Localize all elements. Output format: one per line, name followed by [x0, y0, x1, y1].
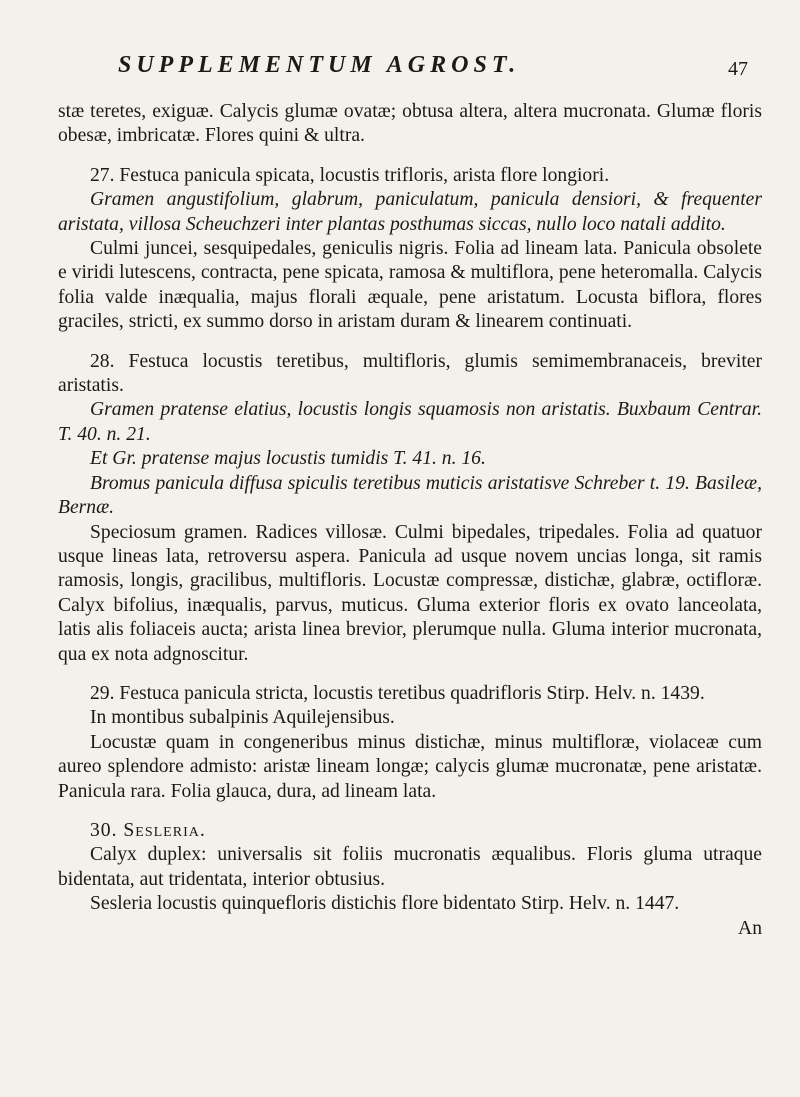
species-heading-sesleria: Sesleria locustis quinquefloris distichis flore bidentato Stirp. Helv. n. 1447. — [90, 893, 680, 915]
synonym: Gramen pratense elatius, locustis longis squamosis non aristatis. Buxbaum Centrar. T. 40. n. 21. — [58, 399, 762, 445]
species-heading-27: 27. Festuca panicula spicata, locustis trifloris, arista flore longiori. — [90, 164, 610, 186]
running-title: SUPPLEMENTUM AGROST. — [118, 52, 521, 78]
synonym: Bromus panicula diffusa spiculis teretibus muticis aristatisve Schreber t. 19. Basileæ, Bernæ. — [58, 472, 762, 519]
description: Culmi juncei, sesquipedales, geniculis nigris. Folia ad lineam lata. Panicula obsolete e viridi lutescens, contracta, pene spicata, ramosa & multiflora, pene heteromalla. Calycis folia valde inæqualia, majus florali æquale, pene aristatum. Locusta biflora, flores graciles, stricti, ex summo dorso in aristam duram & linearem continuati. — [58, 238, 762, 333]
genus-heading-30: 30. Sesleria. — [90, 819, 206, 841]
species-heading-29: 29. Festuca panicula stricta, locustis teretibus quadrifloris Stirp. Helv. n. 1439. — [90, 682, 705, 704]
description: Locustæ quam in congeneribus minus distichæ, minus multifloræ, violaceæ cum aureo splendore admisto: aristæ lineam longæ; calycis glumæ mucronatæ, pene aristatæ. Panicula rara. Folia glauca, dura, ad lineam lata. — [58, 731, 762, 802]
synonym: Gramen angustifolium, glabrum, paniculatum, panicula densiori, & frequenter aristata, villosa Scheuchzeri inter plantas posthumas siccas, nullo loco natali addito. — [58, 189, 762, 235]
catchword — [58, 917, 762, 941]
page-number: 47 — [728, 58, 748, 80]
synonym: Et Gr. pratense majus locustis tumidis T. 41. n. 16. — [90, 448, 486, 470]
running-head — [118, 52, 756, 86]
catchword-text: An — [738, 917, 762, 939]
genus-description: Calyx duplex: universalis sit foliis mucronatis æqualibus. Floris gluma utraque bidentata, aut tridentata, interior obtusius. — [58, 844, 762, 890]
habitat: In montibus subalpinis Aquilejensibus. — [90, 707, 395, 729]
paragraph: stæ teretes, exiguæ. Calycis glumæ ovatæ; obtusa altera, altera mucronata. Glumæ floris obesæ, imbricatæ. Flores quini & ultra. — [58, 101, 762, 147]
description: Speciosum gramen. Radices villosæ. Culmi bipedales, tripedales. Folia ad quatuor usque lineas lata, retroversu aspera. Panicula ad usque novem uncias longa, sit ramis ramosis, longis, gracilibus, multifloris. Locustæ compressæ, distichæ, glabræ, octifloræ. Calyx bifolius, inæqualis, parvus, muticus. Gluma exterior floris ex ovato lanceolata, latis alis foliaceis aucta; arista linea brevior, plerumque nulla. Gluma interior mucronata, qua ex nota adgnoscitur. — [58, 521, 762, 665]
body-text — [58, 100, 762, 941]
species-heading-28: 28. Festuca locustis teretibus, multifloris, glumis semimembranaceis, breviter aristatis. — [58, 350, 762, 397]
